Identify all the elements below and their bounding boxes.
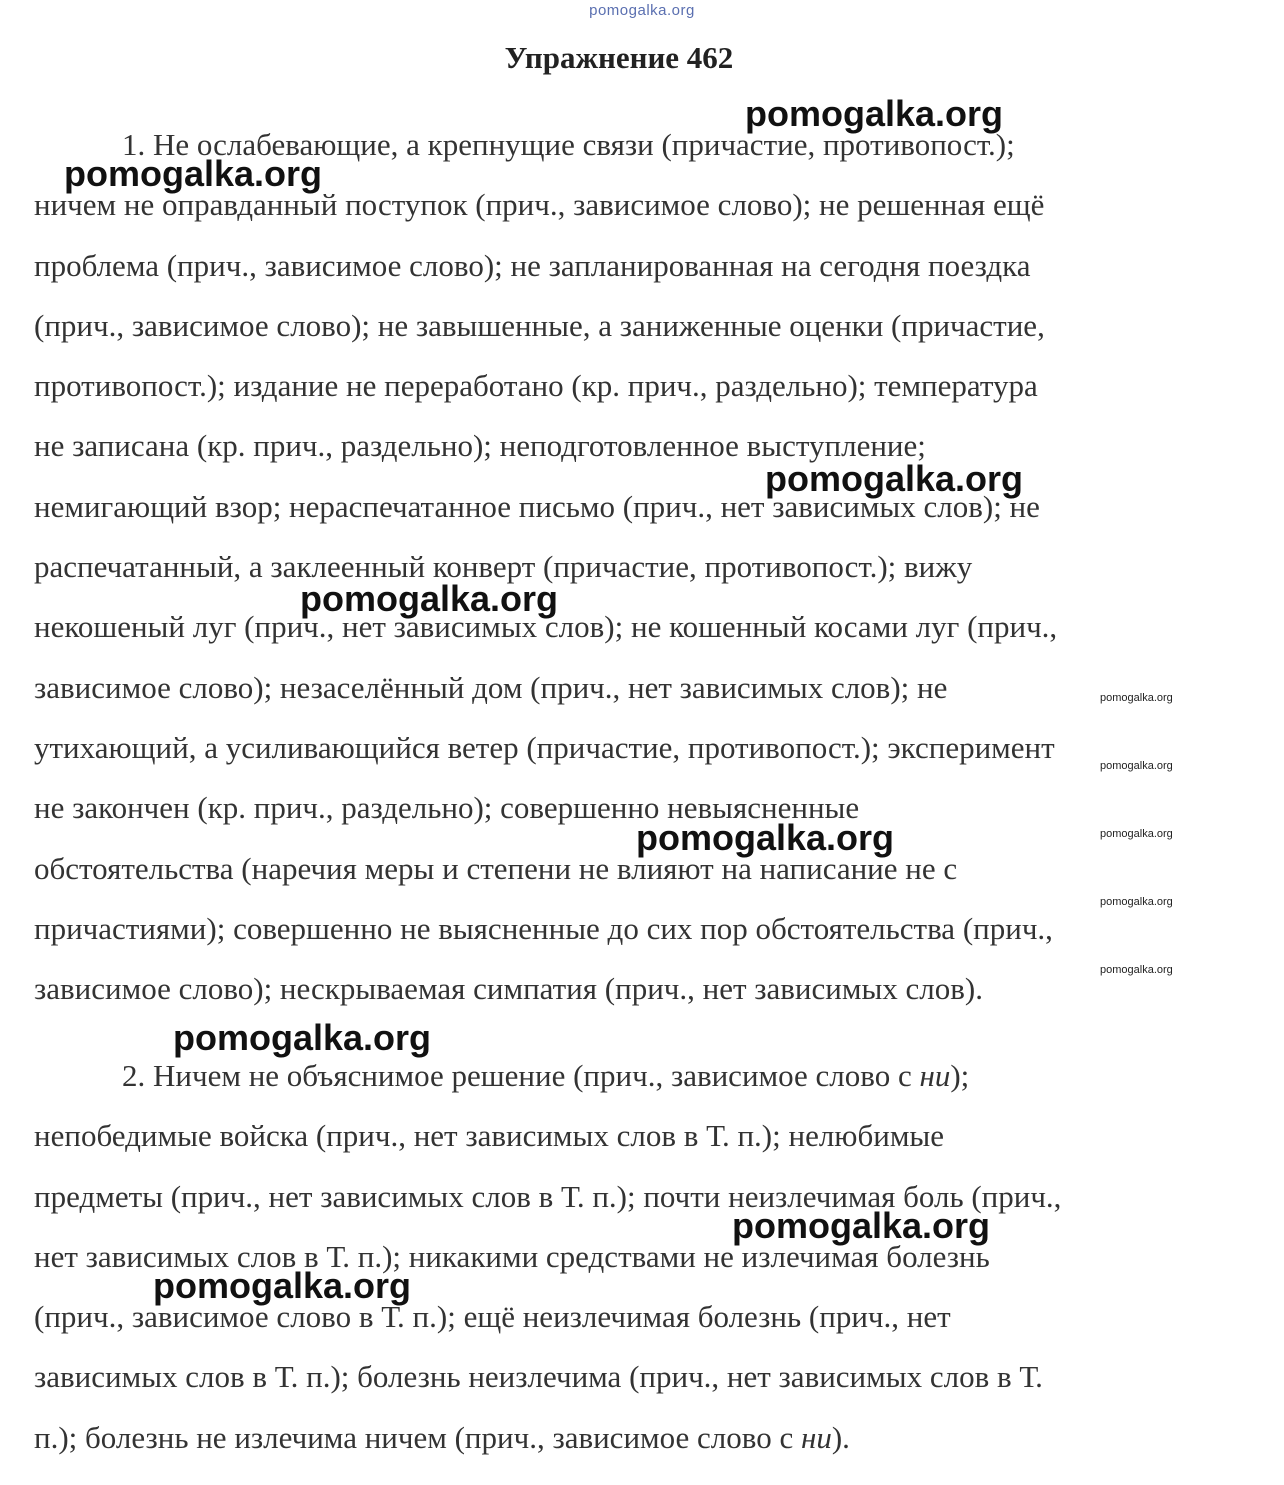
watermark: pomogalka.org xyxy=(153,1265,412,1306)
text-line: п.); болезнь не излечима ничем (прич., зависимое слово с ни). xyxy=(34,1419,850,1455)
text-line: (прич., зависимое слово в Т. п.); ещё неизлечимая болезнь (прич., нет xyxy=(34,1299,951,1335)
text-line: 2. Ничем не объяснимое решение (прич., зависимое слово с ни); xyxy=(122,1058,970,1093)
italic-particle: ни xyxy=(800,1419,832,1455)
text-line: не записана (кр. прич., раздельно); неподготовленное выступление; xyxy=(34,428,926,464)
watermark-small: pomogalka.org xyxy=(1100,828,1173,840)
italic-particle: ни xyxy=(919,1058,951,1093)
watermark: pomogalka.org xyxy=(732,1205,991,1246)
text-line: не закончен (кр. прич., раздельно); совершенно невыясненные xyxy=(34,790,860,826)
text-line: нет зависимых слов в Т. п.); никакими средствами не излечимая болезнь xyxy=(34,1238,990,1274)
watermark: pomogalka.org xyxy=(636,817,895,858)
watermark: pomogalka.org xyxy=(300,578,559,619)
text-line: некошеный луг (прич., нет зависимых слов); не кошенный косами луг (прич., xyxy=(34,609,1058,645)
text-line: распечатанный, а заклеенный конверт (причастие, противопост.); вижу xyxy=(34,549,973,585)
text-line: противопост.); издание не переработано (кр. прич., раздельно); температура xyxy=(34,368,1038,404)
site-link[interactable]: pomogalka.org xyxy=(589,2,695,19)
text-line: немигающий взор; нераспечатанное письмо (прич., нет зависимых слов); не xyxy=(34,488,1040,524)
exercise-title: Упражнение 462 xyxy=(504,40,734,75)
text-line: 1. Не ослабевающие, а крепнущие связи (причастие, противопост.); xyxy=(122,127,1015,162)
text-line: утихающий, а усиливающийся ветер (причастие, противопост.); эксперимент xyxy=(34,729,1055,765)
watermark: pomogalka.org xyxy=(765,458,1024,499)
text-line: (прич., зависимое слово); не завышенные, а заниженные оценки (причастие, xyxy=(34,307,1045,343)
text-line: зависимое слово); нескрываемая симпатия (прич., нет зависимых слов). xyxy=(34,971,983,1007)
watermark-small: pomogalka.org xyxy=(1100,896,1173,908)
paragraph-1 xyxy=(34,115,1206,1019)
watermark: pomogalka.org xyxy=(173,1017,432,1058)
text-line: непобедимые войска (прич., нет зависимых слов в Т. п.); нелюбимые xyxy=(34,1118,945,1154)
watermark-small: pomogalka.org xyxy=(1100,760,1173,772)
watermark: pomogalka.org xyxy=(745,93,1004,134)
text-line: предметы (прич., нет зависимых слов в Т. п.); почти неизлечимая боль (прич., xyxy=(34,1178,1062,1214)
text-line: ничем не оправданный поступок (прич., зависимое слово); не решенная ещё xyxy=(34,187,1045,223)
text-line: обстоятельства (наречия меры и степени не влияют на написание не с xyxy=(34,850,958,886)
watermark-small: pomogalka.org xyxy=(1100,964,1173,976)
text-line: причастиями); совершенно не выясненные до сих пор обстоятельства (прич., xyxy=(34,910,1053,946)
text-line: проблема (прич., зависимое слово); не запланированная на сегодня поездка xyxy=(34,247,1031,283)
watermark: pomogalka.org xyxy=(64,153,323,194)
watermark-small: pomogalka.org xyxy=(1100,692,1173,704)
text-line: зависимое слово); незаселённый дом (прич., нет зависимых слов); не xyxy=(34,669,948,705)
paragraph-2 xyxy=(34,1046,1206,1468)
text-line: зависимых слов в Т. п.); болезнь неизлечима (прич., нет зависимых слов в Т. xyxy=(34,1359,1043,1395)
